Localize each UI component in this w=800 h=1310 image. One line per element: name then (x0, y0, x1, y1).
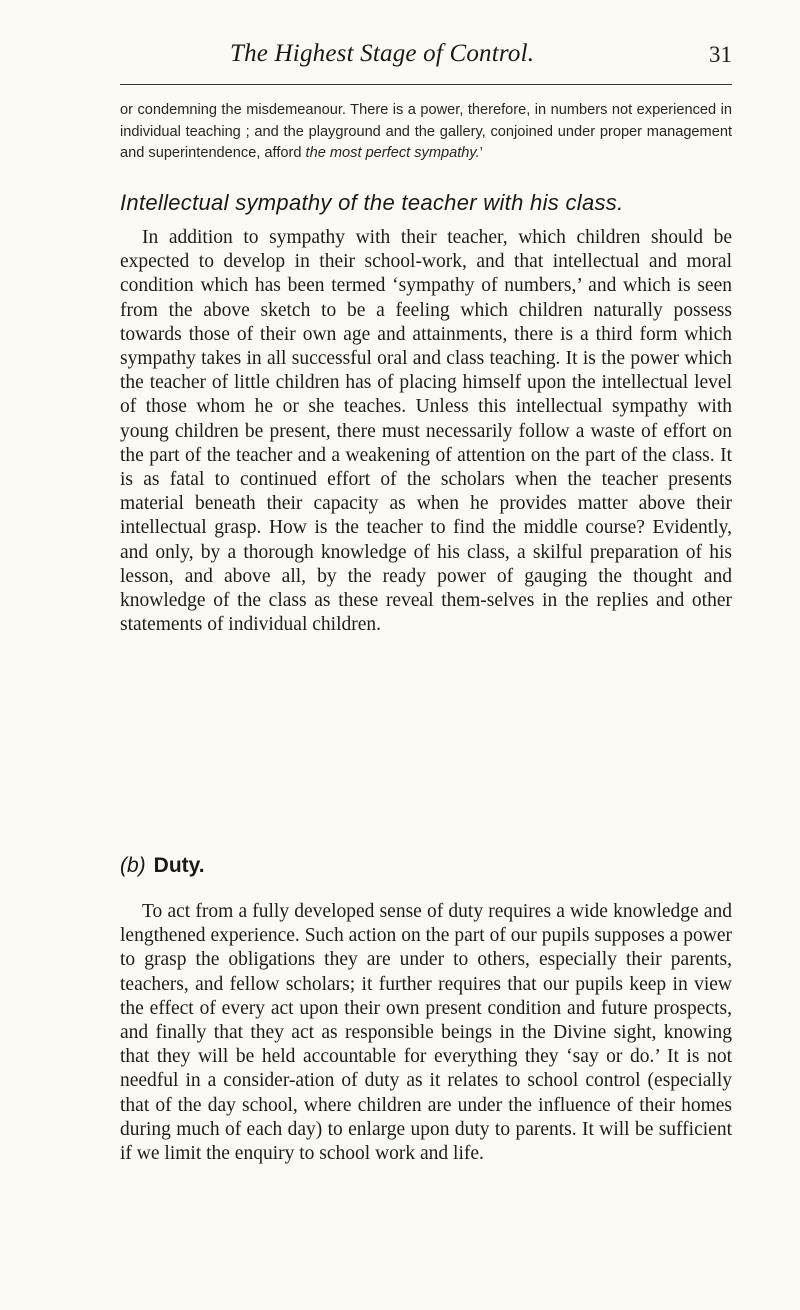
running-title: The Highest Stage of Control. (230, 40, 535, 67)
section-label: (b) (120, 854, 146, 877)
book-page (120, 40, 732, 1165)
header-rule (120, 84, 732, 85)
paragraph-duty: To act from a fully developed sense of duty requires a wide knowledge and lengthened experience. Such action on the part of our pupils supposes a power to grasp the obligations they are under to others, especially their parents, teachers, and fellow scholars; it further requires that our pupils keep in view the effect of every act upon their own present condition and future prospects, and finally that they act as responsible beings in the Divine sight, knowing that they will be held accountable for everything they ‘say or do.’ It is not needful in a consider-ation of duty as it relates to school control (especially that of the day school, where children are under the influence of their homes during much of each day) to enlarge upon duty to parents. It will be sufficient if we limit the enquiry to school work and life. (120, 901, 732, 1165)
section-heading-duty (120, 854, 205, 878)
running-head (120, 40, 732, 80)
section-title: Duty. (153, 854, 205, 877)
quote-closing-mark: ’ (479, 145, 483, 161)
quote-text: or condemning the misdemeanour. There is a power, therefore, in numbers not experienced in individual teaching ; and the playground and the gallery, conjoined under proper management and superintendence, afford (120, 102, 732, 161)
quote-emphasis: the most perfect sympathy. (305, 145, 480, 161)
page-number: 31 (709, 42, 732, 67)
paragraph-intellectual-sympathy: In addition to sympathy with their teacher, which children should be expected to develop in their school-work, and that intellectual and moral condition which has been termed ‘sympathy of numbers,’ and which is seen from the above sketch to be a feeling which children naturally possess towards those of their own age and attainments, there is a third form which sympathy takes in all successful oral and class teaching. It is the power which the teacher of little children has of placing himself upon the intellectual level of those whom he or she teaches. Unless this intellectual sympathy with young children be present, there must necessarily follow a waste of effort on the part of the teacher and a weakening of attention on the part of the class. It is as fatal to continued effort of the scholars when the teacher presents material beneath their capacity as when he provides matter above their intellectual grasp. How is the teacher to find the middle course? Evidently, and only, by a thorough knowledge of his class, a skilful preparation of his lesson, and above all, by the ready power of gauging the thought and knowledge of the class as these reveal them-selves in the replies and other statements of individual children. (120, 227, 732, 636)
quote-continuation (120, 100, 732, 165)
section-heading-intellectual-sympathy: Intellectual sympathy of the teacher with his class. (120, 190, 624, 215)
